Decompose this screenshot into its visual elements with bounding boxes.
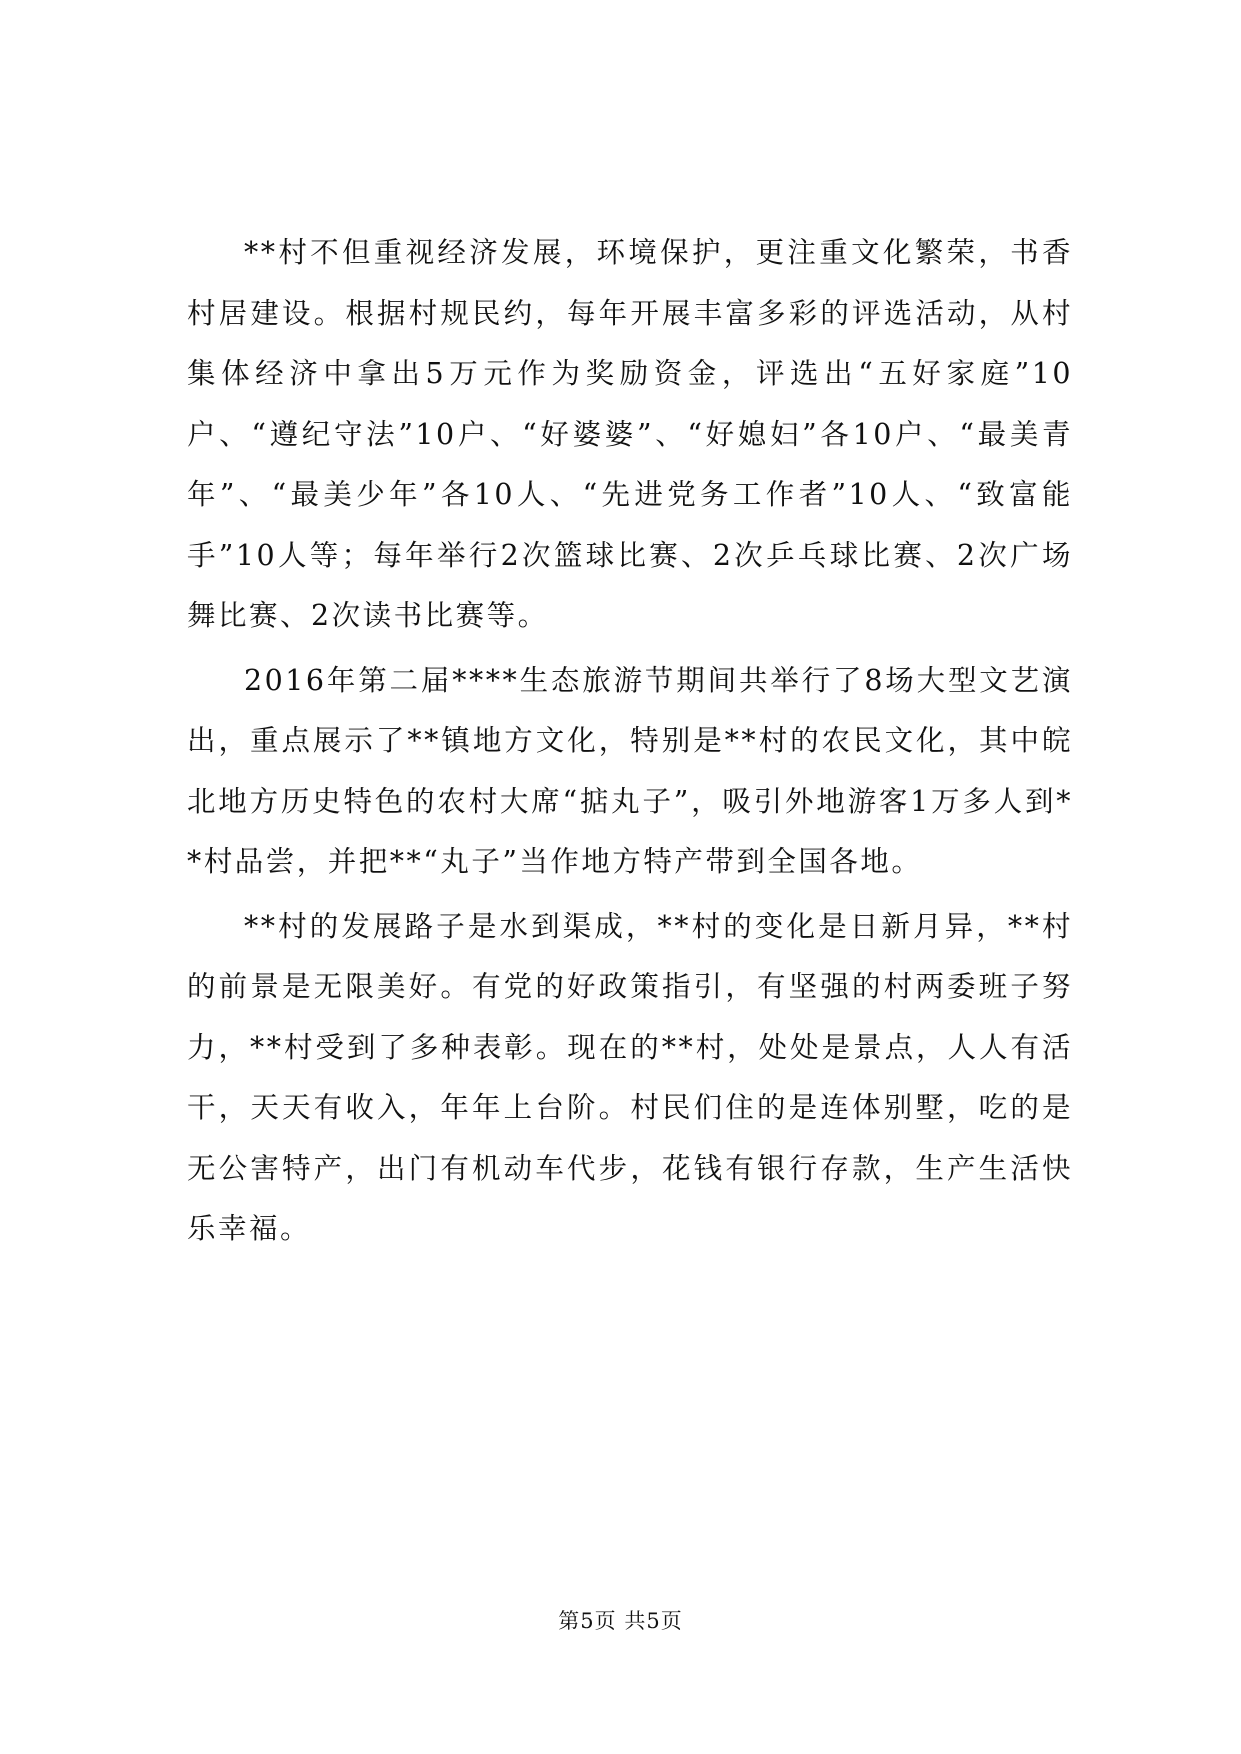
document-body — [187, 223, 1073, 1260]
paragraph-development: **村的发展路子是水到渠成，**村的变化是日新月异，**村的前景是无限美好。有党的好政策指引，有坚强的村两委班子努力，**村受到了多种表彰。现在的**村，处处是景点，人人有活干，天天有收入，年年上台阶。村民们住的是连体别墅，吃的是无公害特产，出门有机动车代步，花钱有银行存款，生产生活快乐幸福。 — [187, 909, 1073, 1245]
paragraph-festival: 2016年第二届****生态旅游节期间共举行了8场大型文艺演出，重点展示了**镇地方文化，特别是**村的农民文化，其中皖北地方历史特色的农村大席“掂丸子”，吸引外地游客1万多人到**村品尝，并把**“丸子”当作地方特产带到全国各地。 — [187, 663, 1073, 878]
paragraph-culture: **村不但重视经济发展，环境保护，更注重文化繁荣，书香村居建设。根据村规民约，每年开展丰富多彩的评选活动，从村集体经济中拿出5万元作为奖励资金，评选出“五好家庭”10户、“遵纪守法”10户、“好婆婆”、“好媳妇”各10户、“最美青年”、“最美少年”各10人、“先进党务工作者”10人、“致富能手”10人等；每年举行2次篮球比赛、2次乒乓球比赛、2次广场舞比赛、2次读书比赛等。 — [187, 236, 1073, 632]
page-number-footer: 第5页 共5页 — [558, 1609, 683, 1633]
